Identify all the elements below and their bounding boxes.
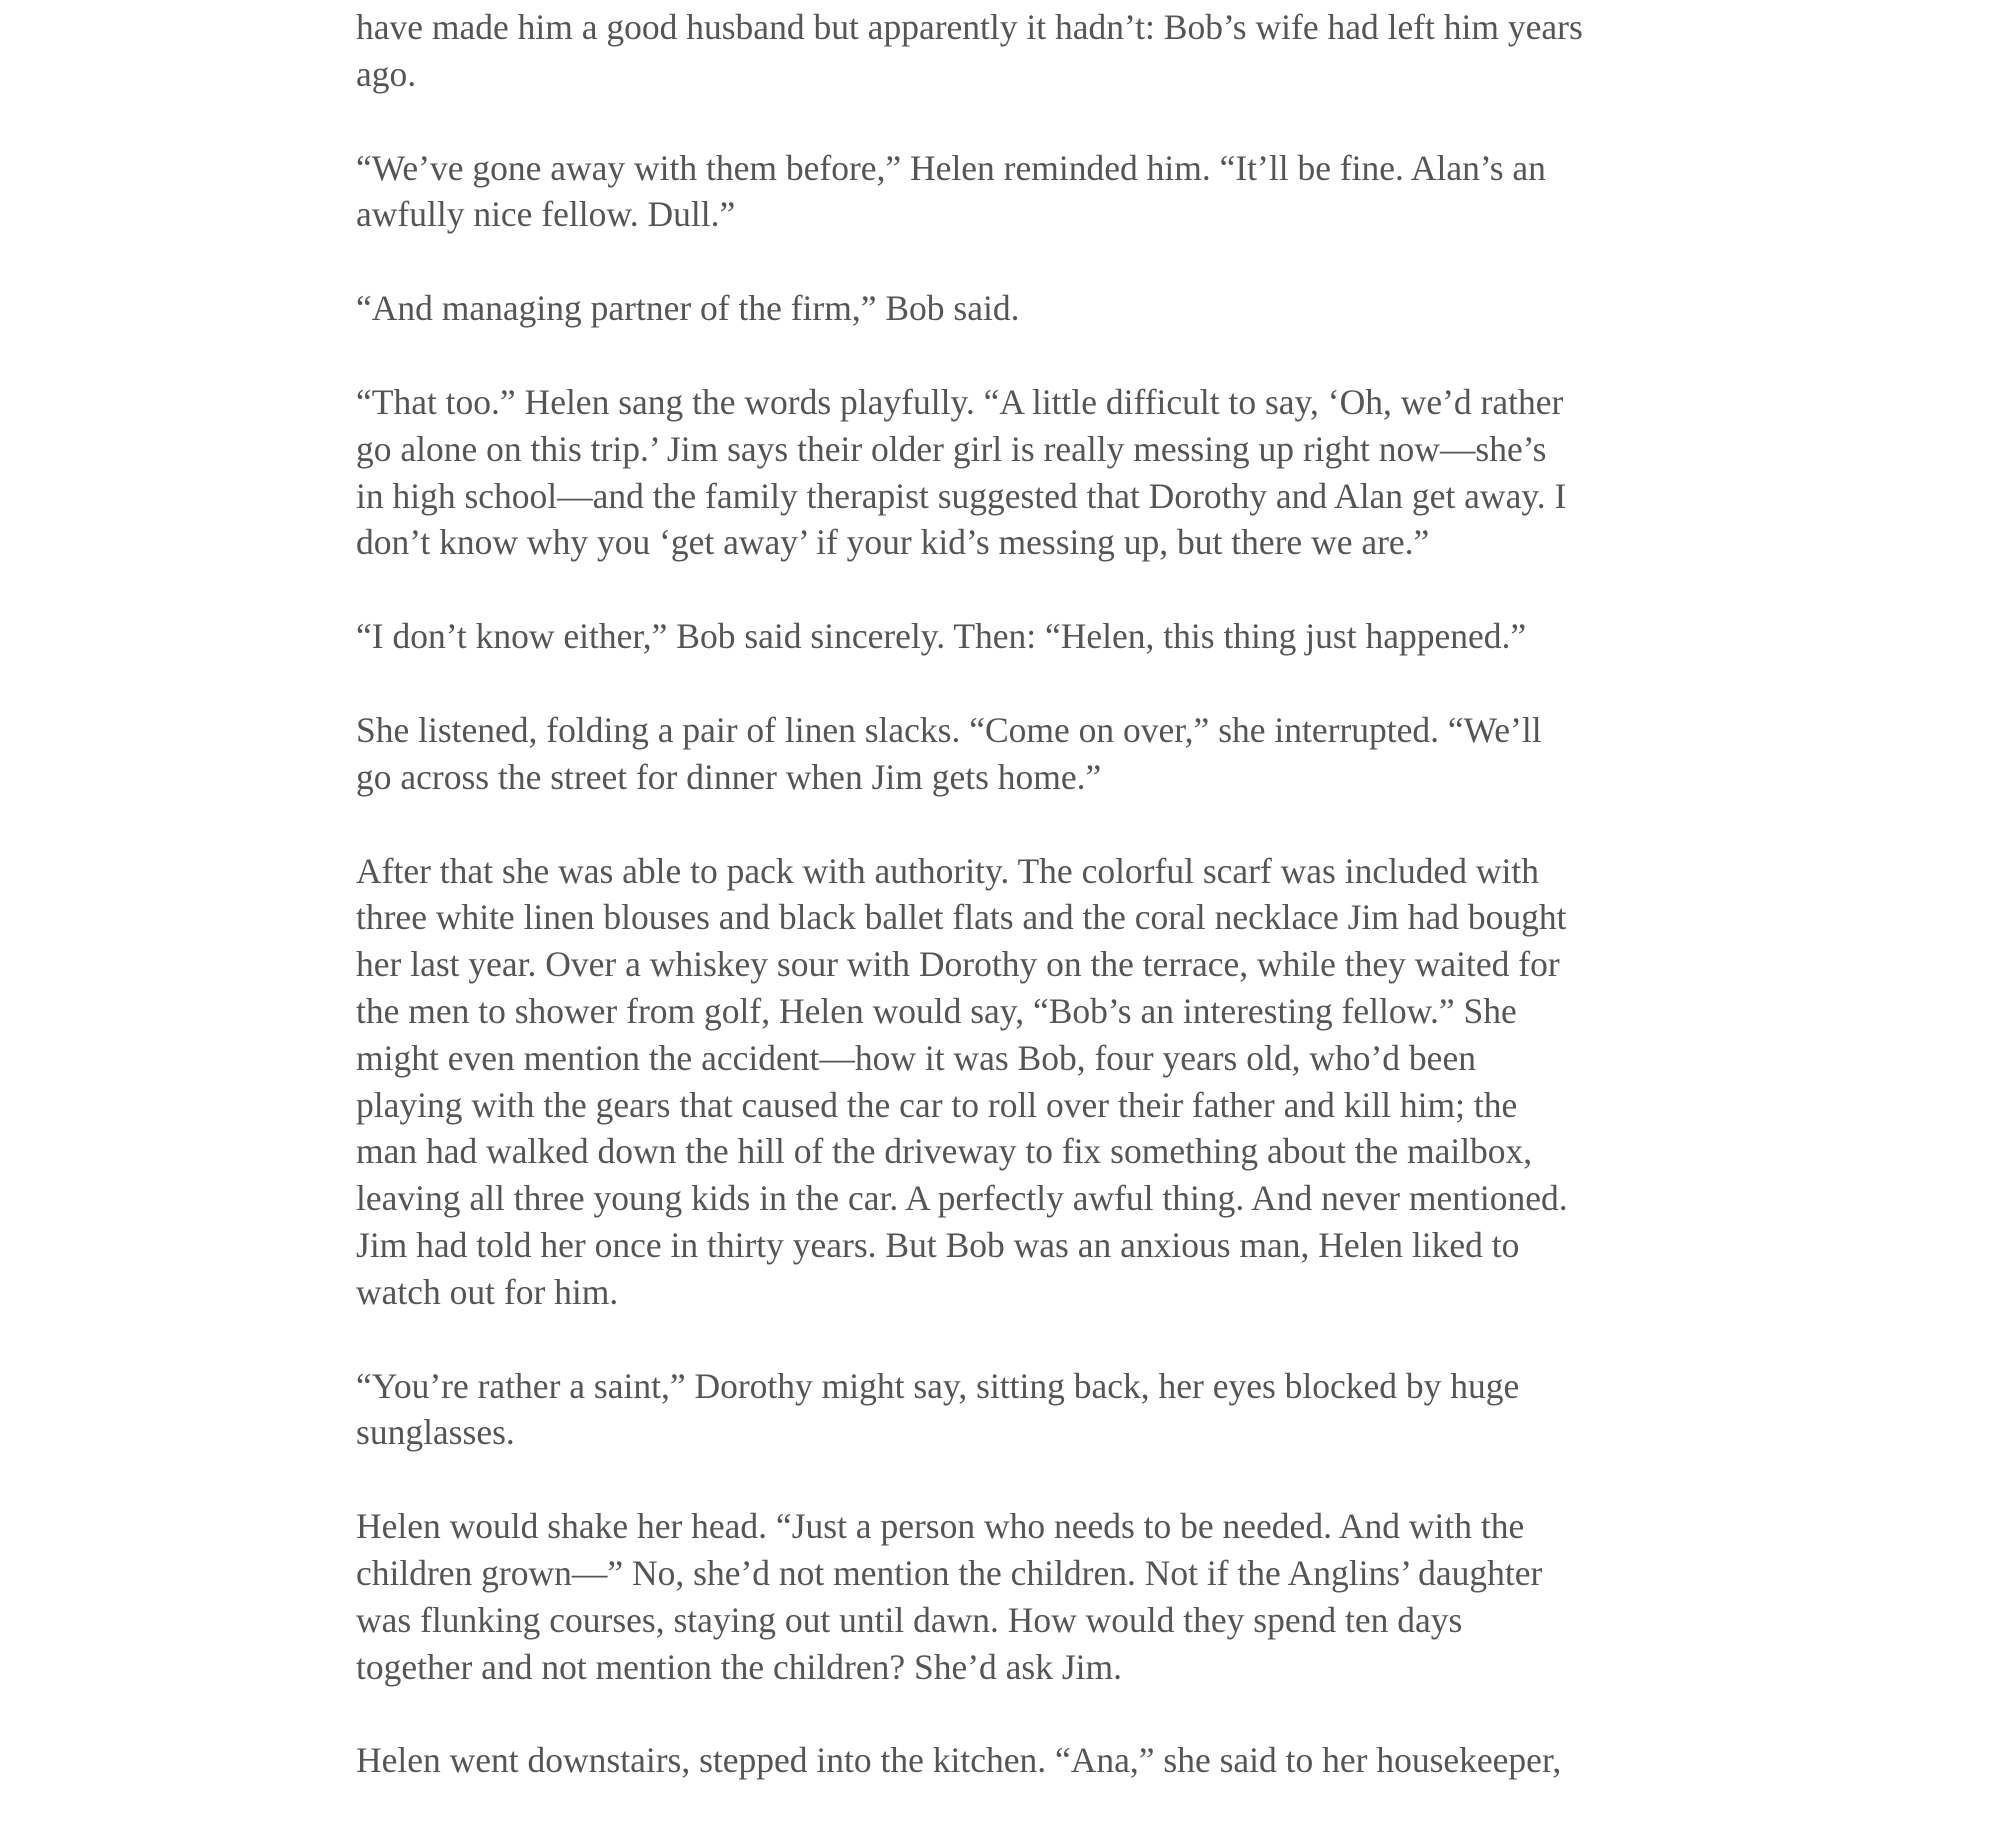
- paragraph-2: [356, 145, 1676, 239]
- paragraph-9: [356, 1503, 1676, 1690]
- text-line: ago.: [356, 53, 417, 94]
- text-line: Helen would shake her head. “Just a person who needs to be needed. And with the: [356, 1506, 1525, 1547]
- text-line: go alone on this trip.’ Jim says their older girl is really messing up right now—she’s: [356, 428, 1547, 469]
- text-line: “You’re rather a saint,” Dorothy might say, sitting back, her eyes blocked by huge: [356, 1365, 1520, 1406]
- text-line: leaving all three young kids in the car. A perfectly awful thing. And never mentioned.: [356, 1178, 1568, 1219]
- text-line: “That too.” Helen sang the words playfully. “A little difficult to say, ‘Oh, we’d rather: [356, 381, 1564, 422]
- text-line: in high school—and the family therapist suggested that Dorothy and Alan get away. I: [356, 475, 1567, 516]
- text-line: watch out for him.: [356, 1271, 619, 1312]
- paragraph-5: [356, 613, 1676, 660]
- text-line: have made him a good husband but apparently it hadn’t: Bob’s wife had left him years: [356, 7, 1583, 47]
- text-line: was flunking courses, staying out until dawn. How would they spend ten days: [356, 1599, 1463, 1640]
- text-line: don’t know why you ‘get away’ if your kid’s messing up, but there we are.”: [356, 522, 1430, 563]
- paragraph-10: [356, 1737, 1676, 1784]
- text-line: go across the street for dinner when Jim gets home.”: [356, 756, 1102, 797]
- text-line: Helen went downstairs, stepped into the kitchen. “Ana,” she said to her housekeeper,: [356, 1740, 1562, 1781]
- text-line: Jim had told her once in thirty years. But Bob was an anxious man, Helen liked to: [356, 1224, 1520, 1265]
- text-line: together and not mention the children? She’d ask Jim.: [356, 1646, 1123, 1687]
- text-line: playing with the gears that caused the car to roll over their father and kill him; the: [356, 1084, 1518, 1125]
- text-line: man had walked down the hill of the driveway to fix something about the mailbox,: [356, 1131, 1533, 1172]
- paragraph-4: [356, 379, 1676, 566]
- text-line: “I don’t know either,” Bob said sincerely. Then: “Helen, this thing just happened.”: [356, 616, 1527, 657]
- paragraph-1: [356, 4, 1676, 98]
- text-line: three white linen blouses and black ballet flats and the coral necklace Jim had bought: [356, 897, 1567, 938]
- paragraph-6: [356, 707, 1676, 801]
- text-line: After that she was able to pack with authority. The colorful scarf was included with: [356, 850, 1539, 891]
- text-line: awfully nice fellow. Dull.”: [356, 194, 736, 235]
- text-line: her last year. Over a whiskey sour with Dorothy on the terrace, while they waited for: [356, 944, 1560, 985]
- paragraph-7: [356, 848, 1676, 1316]
- text-line: She listened, folding a pair of linen slacks. “Come on over,” she interrupted. “We’ll: [356, 709, 1542, 750]
- document-page: [356, 4, 1676, 1831]
- text-line: children grown—” No, she’d not mention the children. Not if the Anglins’ daughter: [356, 1552, 1543, 1593]
- text-line: “We’ve gone away with them before,” Helen reminded him. “It’ll be fine. Alan’s an: [356, 147, 1546, 188]
- text-line: might even mention the accident—how it was Bob, four years old, who’d been: [356, 1037, 1476, 1078]
- text-line: “And managing partner of the firm,” Bob said.: [356, 288, 1020, 329]
- paragraph-3: [356, 285, 1676, 332]
- text-line: sunglasses.: [356, 1412, 515, 1453]
- paragraph-8: [356, 1363, 1676, 1457]
- text-line: the men to shower from golf, Helen would say, “Bob’s an interesting fellow.” She: [356, 990, 1517, 1031]
